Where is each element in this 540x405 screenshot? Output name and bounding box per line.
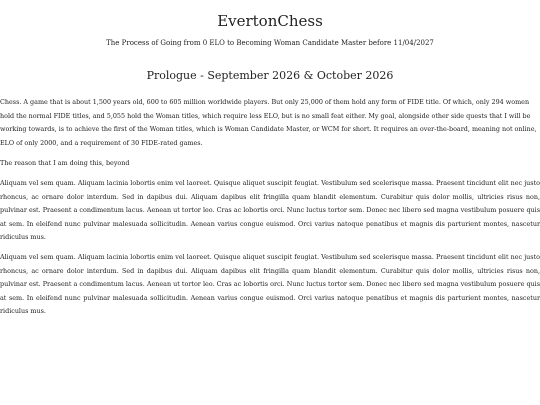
reason-paragraph: The reason that I am doing this, beyond bbox=[0, 159, 130, 167]
body-paragraph: Aliquam vel sem quam. Aliquam lacinia lobortis enim vel laoreet. Quisque aliquet suscipit feugiat. Vestibulum sed scelerisque massa. Praesent tincidunt elit nec justo rhoncus, ac ornare dolor interdum. Sed in dapibus dui. Aliquam dapibus elit fringilla quam blandit elementum. Curabitur quis dolor mollis, ultricies risus non, pulvinar est. Praesent a condimentum lacus. Aenean ut tortor leo. Cras ac lobortis orci. Nunc luctus tortor sem. Donec nec libero sed magna vestibulum posuere quis at sem. In eleifend nunc pulvinar malesuada sollicitudin. Aenean varius congue euismod. Orci varius natoque penatibus et magnis dis parturient montes, nascetur ridiculus mus. bbox=[0, 253, 540, 315]
intro-paragraph: Chess. A game that is about 1,500 years old, 600 to 605 million worldwide players. But only 25,000 of them hold any form of FIDE title. Of which, only 294 women hold the normal FIDE titles, and 5,055 hold the Woman titles, which require less ELO, but is no small feat either. My goal, alongside other side quests that I will be working towards, is to achieve the first of the Woman titles, which is Woman Candidate Master, or WCM for short. It requires an over-the-board, meaning not online, ELO of only 2000, and a requirement of 30 FIDE-rated games. bbox=[0, 98, 537, 147]
site-title: EvertonChess bbox=[217, 12, 323, 30]
section-heading: Prologue - September 2026 & October 2026 bbox=[146, 69, 394, 82]
site-subtitle: The Process of Going from 0 ELO to Becoming Woman Candidate Master before 11/04/2027 bbox=[106, 39, 434, 47]
body-paragraph: Aliquam vel sem quam. Aliquam lacinia lobortis enim vel laoreet. Quisque aliquet suscipit feugiat. Vestibulum sed scelerisque massa. Praesent tincidunt elit nec justo rhoncus, ac ornare dolor interdum. Sed in dapibus dui. Aliquam dapibus elit fringilla quam blandit elementum. Curabitur quis dolor mollis, ultricies risus non, pulvinar est. Praesent a condimentum lacus. Aenean ut tortor leo. Cras ac lobortis orci. Nunc luctus tortor sem. Donec nec libero sed magna vestibulum posuere quis at sem. In eleifend nunc pulvinar malesuada sollicitudin. Aenean varius congue euismod. Orci varius natoque penatibus et magnis dis parturient montes, nascetur ridiculus mus. bbox=[0, 179, 540, 241]
